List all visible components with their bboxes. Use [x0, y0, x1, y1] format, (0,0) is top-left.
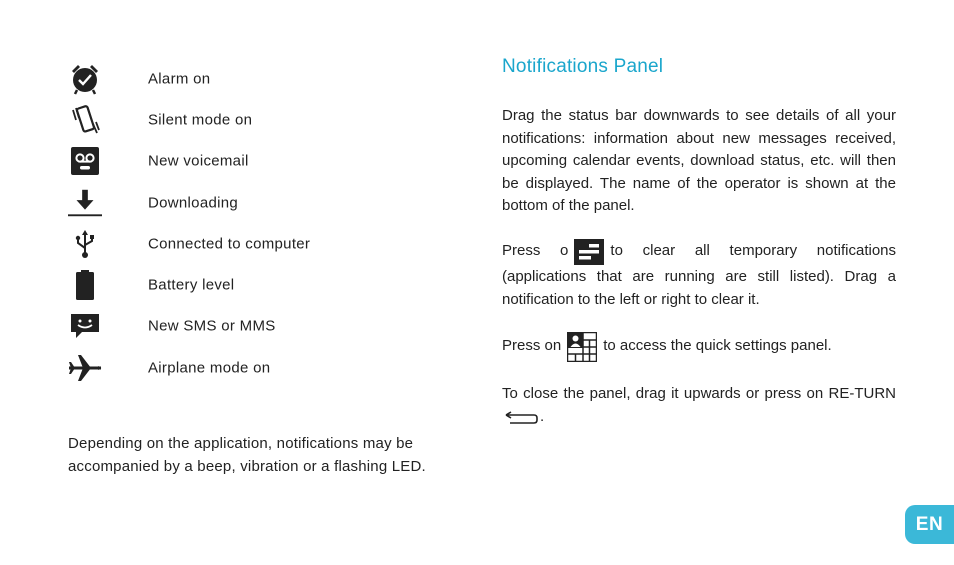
usb-icon	[68, 227, 102, 261]
status-icon-row-battery	[68, 264, 468, 305]
paragraph-text: .	[540, 407, 545, 425]
airplane-icon	[68, 351, 102, 385]
status-icon-label: Connected to computer	[148, 235, 311, 253]
status-icon-label: New voicemail	[148, 152, 249, 170]
status-icon-label: Downloading	[148, 194, 239, 212]
voicemail-icon	[68, 144, 102, 178]
paragraph-text: To close the panel, drag it upwards or press on RE-TURN	[502, 385, 896, 402]
status-icon-label: Silent mode on	[148, 111, 253, 129]
status-icon-list	[68, 58, 468, 388]
status-icon-row-sms	[68, 306, 468, 347]
panel-paragraph-3	[502, 332, 896, 362]
alarm-clock-icon	[68, 62, 102, 96]
message-icon	[68, 309, 102, 343]
paragraph-text: Press on	[502, 337, 562, 354]
panel-paragraph-1: Drag the status bar downwards to see details of all your notifications: information about new messages received, upcoming calendar events, download status, etc. will then be displayed. The name of the operator is shown at the bottom of the panel.	[502, 107, 896, 214]
section-title: Notifications Panel	[502, 56, 664, 77]
status-icon-row-airplane	[68, 347, 468, 388]
clear-notifications-icon	[574, 239, 604, 267]
notifications-panel-section	[502, 56, 896, 453]
paragraph-text: to access the quick settings panel.	[603, 337, 832, 354]
vibrate-phone-icon	[68, 103, 102, 137]
download-icon	[68, 186, 102, 220]
status-icon-row-silent	[68, 99, 468, 140]
status-icon-row-voicemail	[68, 141, 468, 182]
paragraph-text: to clear all temporary notifications (applications that are running are still listed). Drag a notification to the left or right to clear it.	[502, 241, 897, 308]
paragraph-text: Press o	[502, 241, 569, 259]
status-icon-row-alarm	[68, 58, 468, 99]
status-icon-row-downloading	[68, 182, 468, 223]
quick-settings-icon	[567, 332, 597, 362]
panel-paragraph-4	[502, 383, 896, 432]
language-badge: EN	[905, 505, 954, 544]
status-icon-label: Airplane mode on	[148, 359, 271, 377]
status-icon-label: Battery level	[148, 276, 235, 294]
panel-paragraph-2	[502, 239, 896, 312]
return-arrow-icon	[504, 410, 538, 433]
status-icon-label: Alarm on	[148, 70, 211, 88]
status-icon-label: New SMS or MMS	[148, 317, 276, 335]
status-icon-row-usb	[68, 223, 468, 264]
battery-icon	[68, 268, 102, 302]
notification-footnote: Depending on the application, notifications may be accompanied by a beep, vibration or a flashing LED.	[68, 435, 426, 475]
